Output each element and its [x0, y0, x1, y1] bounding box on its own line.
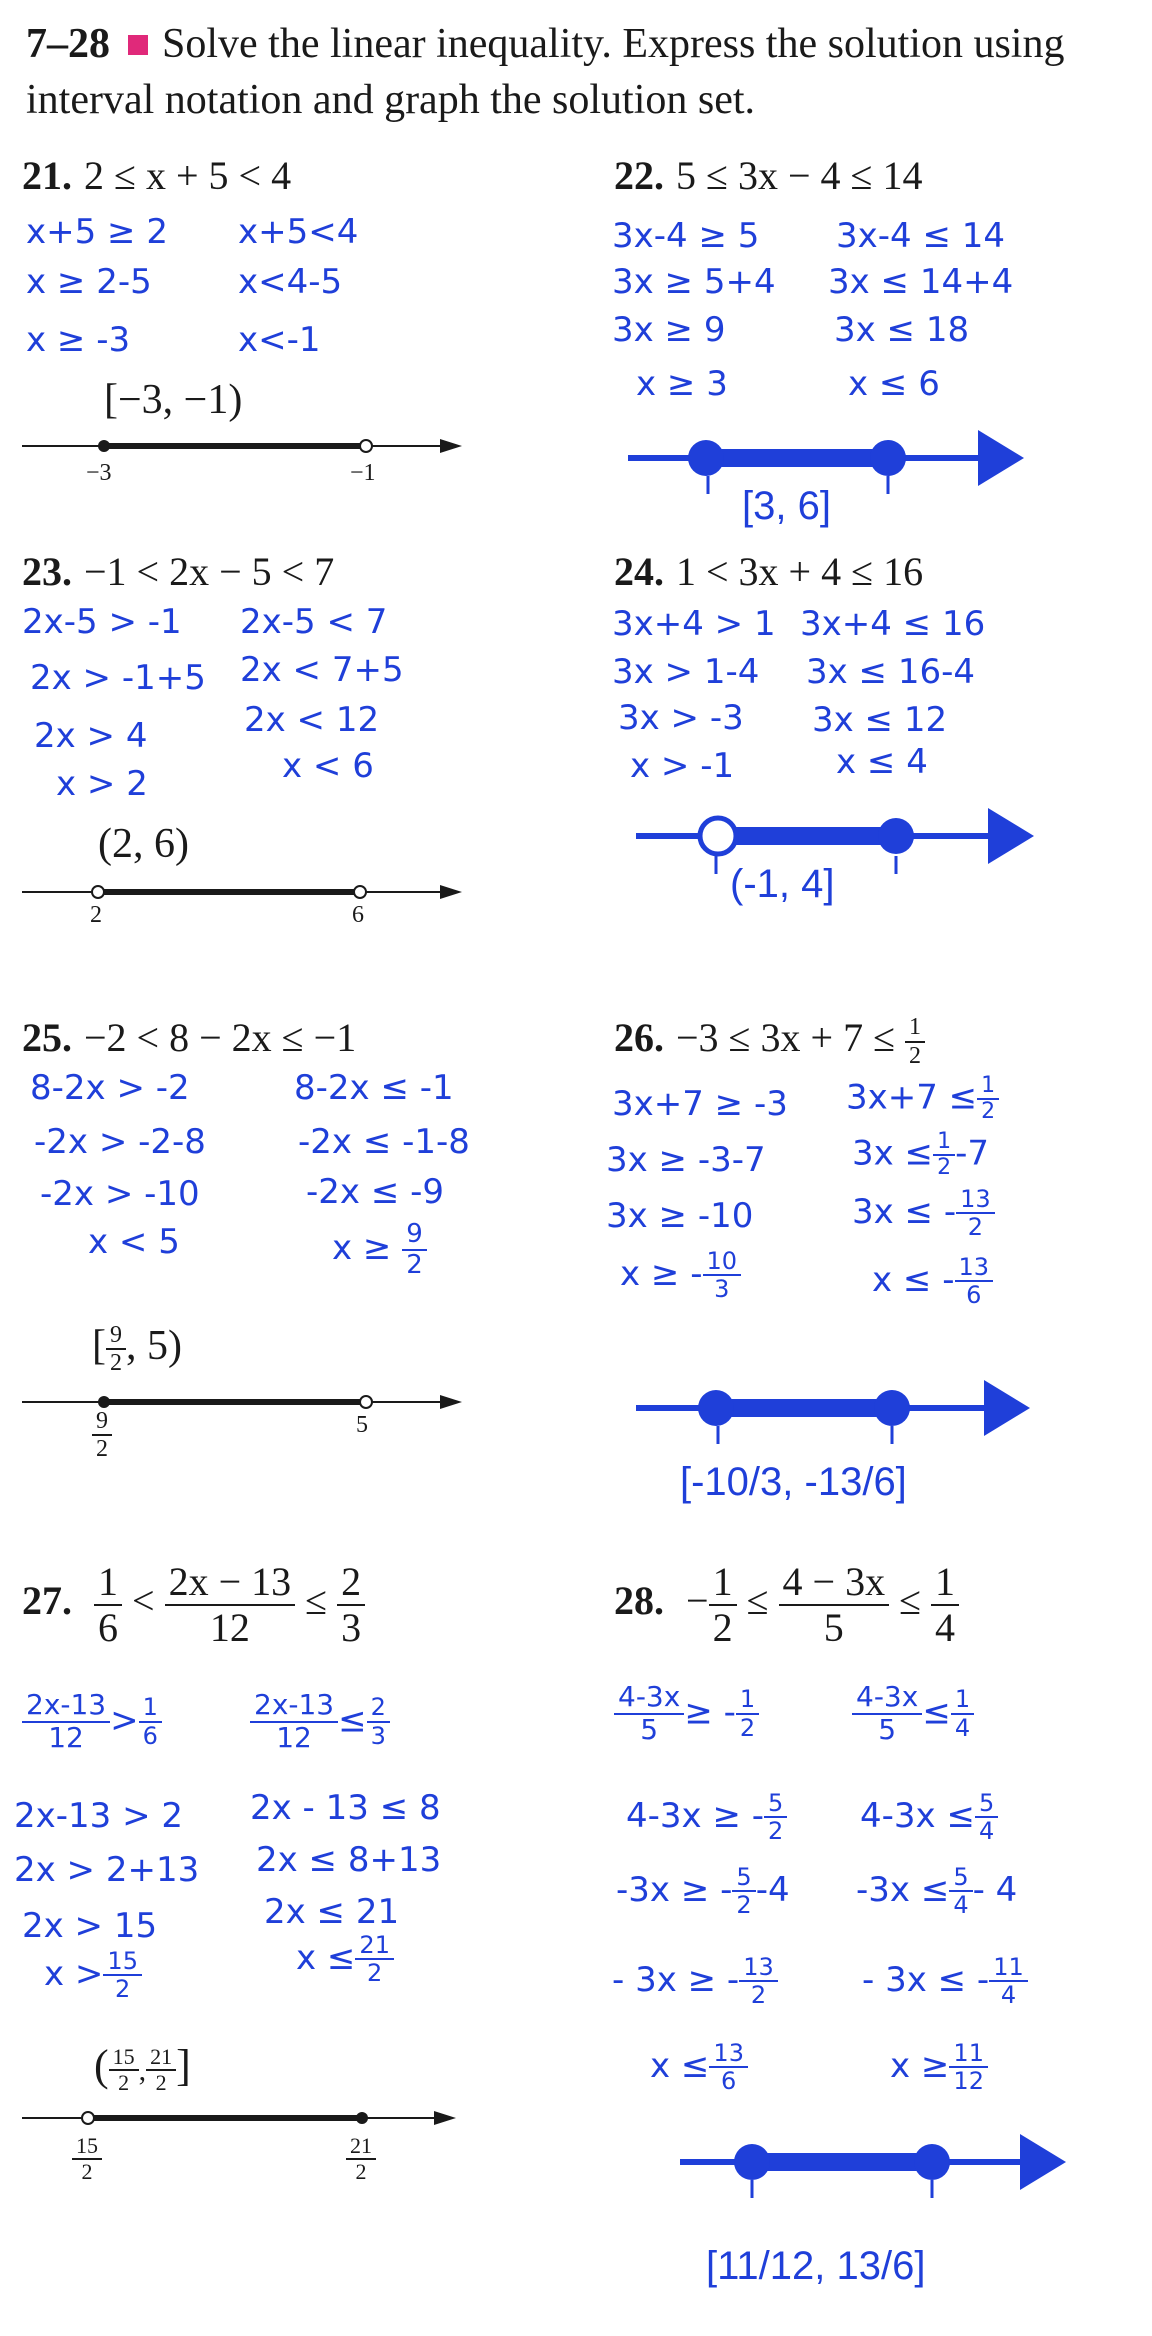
arrow-head-icon: [1020, 2134, 1066, 2190]
operator: ≤: [746, 1578, 769, 1624]
work-line: 2x-13 > 2: [14, 1796, 184, 1836]
inequality: −3 ≤ 3x + 7 ≤: [676, 1015, 896, 1060]
numerator: 2: [367, 1694, 390, 1722]
numerator: 1: [139, 1694, 162, 1722]
denominator: 4: [978, 1817, 995, 1846]
denominator: 3: [341, 1605, 362, 1650]
denominator: 5: [640, 1712, 659, 1746]
arrow-head-icon: [440, 1395, 462, 1409]
denominator: 6: [721, 2067, 737, 2096]
work-line: -2x > -2-8: [34, 1122, 206, 1162]
numerator: 9: [106, 1322, 126, 1350]
operator: ≥ -: [684, 1692, 736, 1733]
numerator: 21: [355, 1932, 394, 1960]
work-line: 3x ≤ 12: [812, 700, 948, 740]
work-line: -2x ≤ -9: [306, 1172, 445, 1212]
bracket: ]: [176, 2041, 191, 2090]
work-line: 3x ≥ -3-7: [606, 1140, 766, 1180]
denominator: 2: [118, 2069, 130, 2095]
text: -4: [755, 1869, 790, 1910]
work-line: x+5 ≥ 2: [26, 212, 168, 252]
numerator: 21: [146, 2045, 176, 2071]
denominator: 2: [739, 1713, 756, 1742]
operator: >: [110, 1700, 139, 1741]
open-endpoint: [82, 2112, 94, 2124]
denominator: 3: [714, 1275, 730, 1304]
work-line: 2x > 2+13: [14, 1850, 200, 1890]
problem-number: 26.: [614, 1015, 664, 1060]
denominator: 12: [48, 1720, 84, 1754]
bracket: , 5): [126, 1323, 182, 1370]
work-line: -2x > -10: [40, 1174, 200, 1214]
inequality: 1 < 3x + 4 ≤ 16: [676, 549, 924, 594]
denominator: 2: [355, 2159, 367, 2185]
text: x ≥ -: [620, 1253, 703, 1294]
text: 3x ≤ -: [852, 1191, 957, 1232]
bracket: (: [94, 2041, 109, 2090]
work-line: 2x > 4: [34, 716, 148, 756]
open-endpoint: [700, 818, 736, 854]
problem-number: 24.: [614, 549, 664, 594]
numerator: 5: [764, 1790, 787, 1818]
numerator: 1: [977, 1074, 999, 1100]
denominator: 12: [276, 1720, 312, 1754]
interval-answer: [-10/3, -13/6]: [680, 1460, 907, 1504]
denominator: 2: [406, 1249, 423, 1280]
work-line: 3x ≥ 9: [612, 310, 726, 350]
denominator: 4: [1000, 1981, 1017, 2010]
inequality: 5 ≤ 3x − 4 ≤ 14: [676, 153, 923, 198]
numerator: 1: [736, 1686, 759, 1714]
numerator: 5: [732, 1864, 755, 1892]
arrow-head-icon: [440, 885, 462, 899]
work-line: x > 2: [56, 764, 148, 804]
numerator: 2: [337, 1560, 365, 1606]
work-line: x+5<4: [238, 212, 359, 252]
operator: ≤: [338, 1700, 367, 1741]
tick-label: 6: [352, 902, 364, 928]
denominator: 2: [155, 2069, 167, 2095]
denominator: 2: [736, 1891, 752, 1920]
inequality: −2 < 8 − 2x ≤ −1: [84, 1015, 357, 1060]
denominator: 2: [81, 2159, 93, 2185]
denominator: 2: [909, 1042, 922, 1069]
numerator: 13: [956, 1186, 995, 1214]
denominator: 2: [115, 1975, 131, 2004]
arrow-head-icon: [440, 439, 462, 453]
denominator: 5: [823, 1605, 844, 1650]
numerator: 10: [703, 1248, 742, 1276]
numerator: 1: [931, 1560, 959, 1606]
work-line: x<4-5: [238, 262, 343, 302]
numerator: 5: [975, 1790, 998, 1818]
denominator: 6: [142, 1721, 158, 1750]
work-line: -2x ≤ -1-8: [298, 1122, 470, 1162]
numerator: 15: [109, 2045, 139, 2071]
inequality: −1 < 2x − 5 < 7: [84, 549, 335, 594]
tick-label: 2: [90, 902, 102, 928]
denominator: 6: [98, 1605, 118, 1650]
text: x ≤: [650, 2045, 710, 2086]
work-line: 2x < 7+5: [240, 650, 404, 690]
problem-number: 21.: [22, 153, 72, 198]
numerator: 2x-13: [250, 1690, 338, 1723]
work-line: 3x ≤ 16-4: [806, 652, 976, 692]
text: x ≥: [332, 1228, 392, 1269]
denominator: 5: [878, 1712, 897, 1746]
closed-endpoint: [688, 440, 724, 476]
problem-number: 22.: [614, 153, 664, 198]
operator: ≤: [899, 1578, 922, 1624]
arrow-head-icon: [984, 1380, 1030, 1436]
numerator: 11: [949, 2040, 988, 2068]
work-line: x ≥ 3: [636, 364, 728, 404]
numerator: 9: [402, 1220, 427, 1251]
work-line: x<-1: [238, 320, 321, 360]
work-line: 2x-5 < 7: [240, 602, 388, 642]
tick-label: 5: [356, 1412, 368, 1438]
closed-endpoint: [870, 440, 906, 476]
numerator: 11: [989, 1954, 1028, 1982]
text: 4-3x ≤: [860, 1795, 975, 1836]
denominator: 2: [967, 1213, 984, 1242]
denominator: 2: [96, 1436, 108, 1463]
numerator: 5: [949, 1864, 972, 1892]
work-line: 2x-5 > -1: [22, 602, 182, 642]
text: - 3x ≤ -: [862, 1959, 990, 2000]
interval-answer: [−3, −1): [104, 377, 243, 423]
exercise-range: 7–28: [26, 21, 110, 67]
work-line: 3x > -3: [618, 698, 744, 738]
work-line: 2x > 15: [22, 1906, 158, 1946]
numerator: 1: [905, 1014, 925, 1042]
work-line: 3x ≤ 18: [834, 310, 970, 350]
denominator: 2: [768, 1817, 784, 1846]
text: 3x+7 ≤: [846, 1077, 978, 1118]
arrow-head-icon: [988, 808, 1034, 864]
text: x ≤ -: [872, 1259, 955, 1300]
work-line: x < 6: [282, 746, 374, 786]
text: x ≥: [890, 2045, 950, 2086]
work-line: 2x ≤ 8+13: [256, 1840, 442, 1880]
numerator: 1: [94, 1560, 122, 1606]
work-line: 2x - 13 ≤ 8: [250, 1788, 441, 1828]
work-line: 3x ≥ 5+4: [612, 262, 776, 302]
denominator: 2: [712, 1605, 733, 1650]
denominator: 12: [953, 2067, 984, 2096]
work-line: x ≤ 4: [836, 742, 928, 782]
numerator: 9: [92, 1408, 112, 1436]
work-line: 2x > -1+5: [30, 658, 206, 698]
arrow-head-icon: [978, 430, 1024, 486]
instruction-text: Solve the linear inequality. Express the solution using interval notation and graph the solution set.: [26, 21, 1065, 123]
denominator: 2: [110, 1350, 122, 1377]
work-line: 3x-4 ≥ 5: [612, 216, 760, 256]
open-endpoint: [360, 1396, 372, 1408]
operator: −: [686, 1578, 709, 1624]
numerator: 1: [951, 1686, 974, 1714]
numerator: 2x − 13: [165, 1560, 296, 1606]
numerator: 15: [103, 1948, 142, 1976]
work-line: 3x ≥ -10: [606, 1196, 754, 1236]
work-line: 3x+4 ≤ 16: [800, 604, 986, 644]
text: - 3x ≥ -: [612, 1959, 740, 2000]
numerator: 2x-13: [22, 1690, 110, 1723]
numerator: 15: [72, 2134, 102, 2160]
denominator: 4: [954, 1713, 971, 1742]
closed-endpoint: [98, 440, 110, 452]
tick-label: −1: [350, 460, 376, 486]
work-line: x > -1: [630, 746, 735, 786]
work-line: 3x > 1-4: [612, 652, 760, 692]
open-endpoint: [360, 440, 372, 452]
problem-number: 27.: [22, 1578, 72, 1624]
numerator: 4 − 3x: [779, 1560, 890, 1606]
work-line: 8-2x > -2: [30, 1068, 190, 1108]
denominator: 2: [981, 1099, 996, 1125]
numerator: 4-3x: [852, 1682, 922, 1715]
work-line: 2x ≤ 21: [264, 1892, 400, 1932]
text: 3x ≤: [852, 1133, 934, 1174]
numerator: 13: [955, 1254, 994, 1282]
operator: <: [132, 1578, 155, 1624]
text: 4-3x ≥ -: [626, 1795, 765, 1836]
comma: ,: [138, 2054, 147, 2087]
numerator: 1: [709, 1560, 737, 1606]
text: - 4: [972, 1869, 1018, 1910]
open-endpoint: [354, 886, 366, 898]
interval-answer: (-1, 4]: [730, 862, 835, 906]
work-line: 2x < 12: [244, 700, 380, 740]
work-line: 3x ≤ 14+4: [828, 262, 1014, 302]
interval-answer: [11/12, 13/6]: [706, 2244, 926, 2288]
inequality: 2 ≤ x + 5 < 4: [84, 153, 292, 198]
closed-endpoint: [878, 818, 914, 854]
work-line: 3x+4 > 1: [612, 604, 776, 644]
tick-label: −3: [86, 460, 112, 486]
denominator: 4: [953, 1891, 969, 1920]
bracket: [: [92, 1323, 106, 1370]
work-line: 8-2x ≤ -1: [294, 1068, 454, 1108]
text: x ≤: [296, 1937, 356, 1978]
interval-answer: (2, 6): [98, 821, 189, 867]
operator: ≤: [922, 1692, 951, 1733]
denominator: 4: [935, 1605, 956, 1650]
closed-endpoint: [874, 1390, 910, 1426]
work-line: x ≥ -3: [26, 320, 131, 360]
numerator: 1: [933, 1130, 955, 1156]
operator: ≤: [305, 1578, 328, 1624]
denominator: 12: [209, 1605, 250, 1650]
numerator: 13: [739, 1954, 778, 1982]
work-line: 3x-4 ≤ 14: [836, 216, 1006, 256]
denominator: 2: [937, 1155, 952, 1181]
closed-endpoint: [734, 2144, 770, 2180]
problem-number: 23.: [22, 549, 72, 594]
numerator: 21: [346, 2134, 376, 2160]
text: x >: [44, 1953, 104, 1994]
denominator: 6: [966, 1281, 982, 1310]
closed-endpoint: [914, 2144, 950, 2180]
work-line: 3x+7 ≥ -3: [612, 1084, 788, 1124]
closed-endpoint: [356, 2112, 368, 2124]
text: -3x ≤: [856, 1869, 950, 1910]
denominator: 3: [370, 1721, 386, 1750]
interval-answer: [3, 6]: [742, 484, 831, 528]
denominator: 2: [750, 1981, 767, 2010]
work-line: x < 5: [88, 1222, 180, 1262]
problem-number: 28.: [614, 1578, 664, 1624]
text: -7: [955, 1133, 989, 1174]
numerator: 4-3x: [614, 1682, 684, 1715]
closed-endpoint: [698, 1390, 734, 1426]
work-line: x ≥ 2-5: [26, 262, 152, 302]
denominator: 2: [367, 1959, 383, 1988]
numerator: 13: [709, 2040, 748, 2068]
work-line: x ≤ 6: [848, 364, 940, 404]
text: -3x ≥ -: [616, 1869, 733, 1910]
problem-number: 25.: [22, 1015, 72, 1060]
open-endpoint: [92, 886, 104, 898]
closed-endpoint: [98, 1396, 110, 1408]
arrow-head-icon: [434, 2111, 456, 2125]
